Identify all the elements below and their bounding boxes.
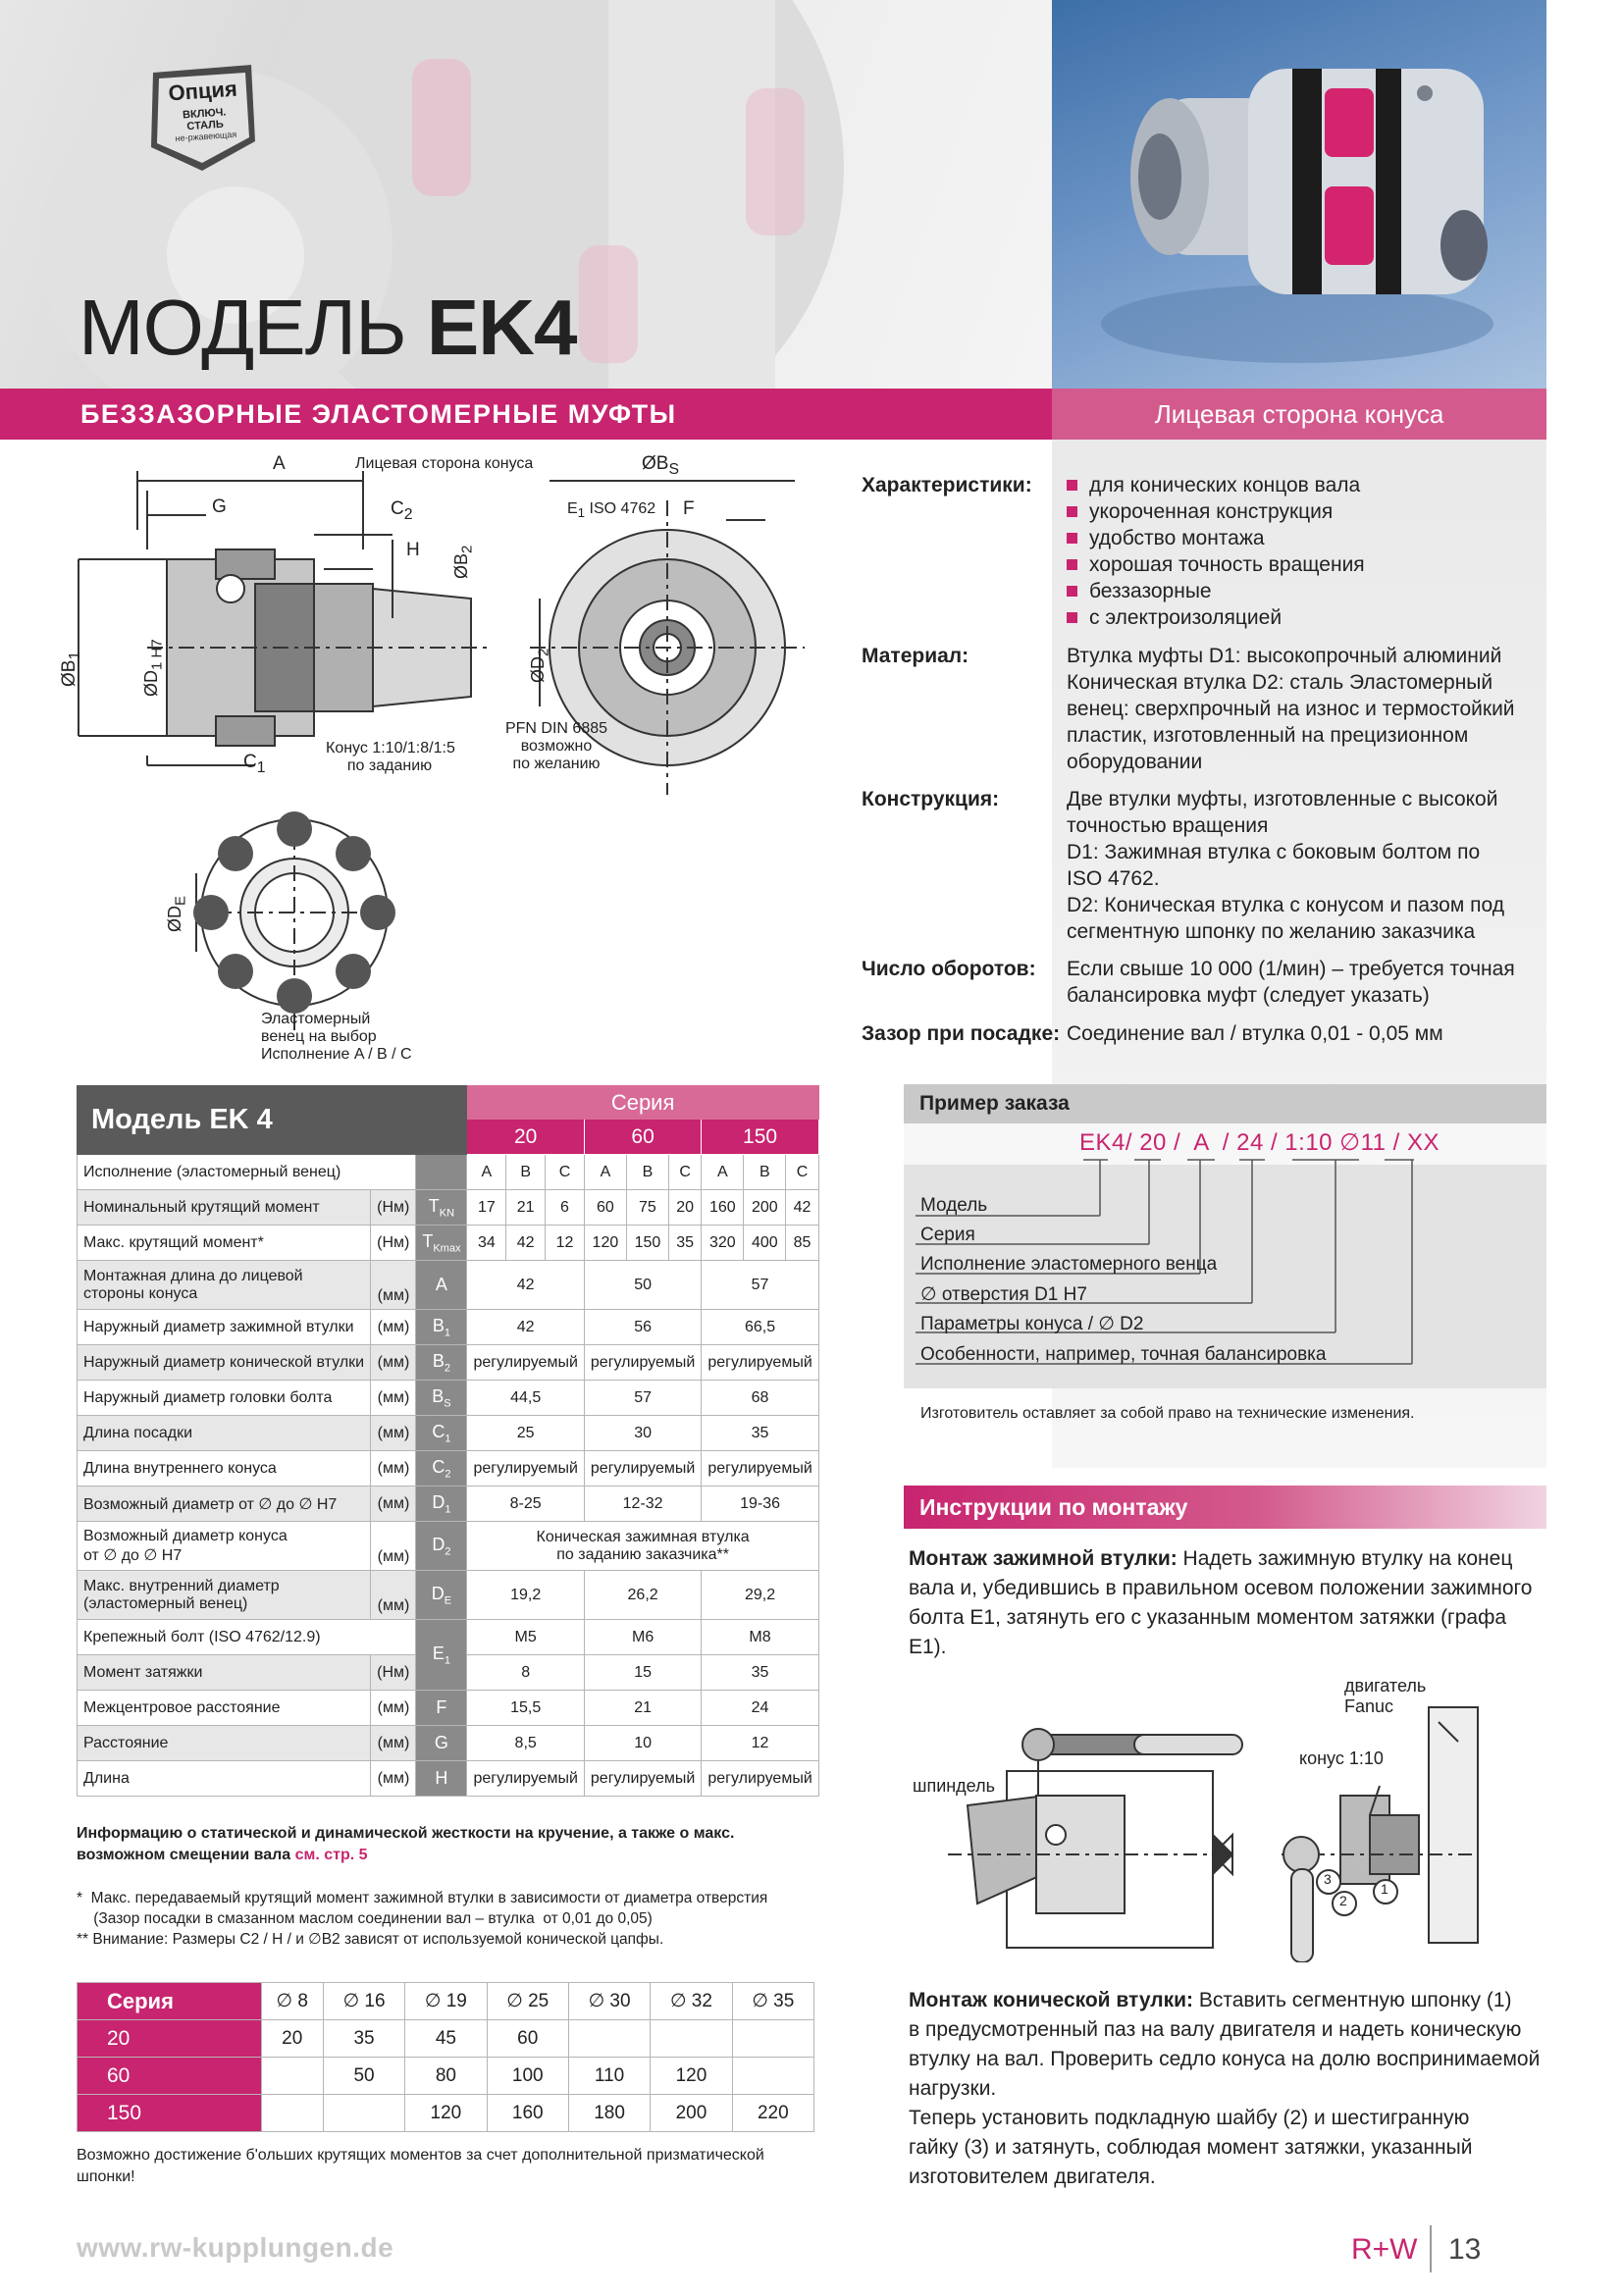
table-row: 60 50 80 100 110 120 (78, 2058, 814, 2095)
spec-label-speed: Число оборотов: (862, 958, 1036, 980)
order-line-cone: Параметры конуса / ∅ D2 (920, 1314, 1144, 1334)
bullet-item: с электроизоляцией (1067, 604, 1538, 631)
spec-table (77, 1085, 819, 1797)
number-3: 3 (1324, 1871, 1332, 1887)
mounting-diagram (909, 1668, 1546, 1962)
table-series-header: Серия (467, 1086, 818, 1120)
series-60: 60 (584, 1120, 701, 1155)
label-f: F (683, 498, 695, 519)
label-d1: $ØD_{1 H7}$ (141, 639, 166, 697)
bullet-item: хорошая точность вращения (1067, 551, 1538, 578)
title-light: МОДЕЛЬ (79, 284, 427, 371)
label-bs: $ØB_S$ (642, 453, 680, 478)
table-row: Наружный диаметр конической втулки (мм) $B_2$ регулируемый регулируемый регулируемый (78, 1345, 819, 1381)
number-1: 1 (1381, 1881, 1388, 1897)
order-code: EK4/ 20 / A / 24 / 1:10 ∅11 / XX (1079, 1129, 1440, 1156)
order-example-title: Пример заказа (904, 1084, 1546, 1123)
table-row: Монтажная длина до лицевой стороны конуса (мм) A 42 50 57 (78, 1261, 819, 1310)
label-pfn: PFN DIN 6885 возможно по желанию (504, 720, 608, 772)
banner-title: БЕЗЗАЗОРНЫЕ ЭЛАСТОМЕРНЫЕ МУФТЫ (80, 399, 677, 429)
label-c1: $C_1$ (243, 752, 266, 776)
table-row: Длина (мм) H регулируемый регулируемый регулируемый (78, 1761, 819, 1797)
spec-label-material: Материал: (862, 645, 969, 667)
table-row: Макс. внутренний диаметр (эластомерный венец) (мм) $D_E$ 19,2 26,2 29,2 (78, 1571, 819, 1620)
number-2: 2 (1339, 1893, 1347, 1908)
bullet-item: для конических концов вала (1067, 472, 1538, 498)
order-line-elastomer: Исполнение эластомерного венца (920, 1254, 1218, 1275)
order-line-features: Особенности, например, точная балансировка (920, 1344, 1327, 1365)
table-row: Расстояние (мм) G 8,5 10 12 (78, 1726, 819, 1761)
disclaimer: Изготовитель оставляет за собой право на технические изменения. (920, 1405, 1415, 1422)
footer-url[interactable]: www.rw-kupplungen.de (77, 2232, 394, 2263)
label-cone: Конус 1:10/1:8/1:5 по заданию (326, 740, 455, 774)
label-face: Лицевая сторона конуса (355, 455, 534, 472)
product-photo (1052, 0, 1546, 389)
label-b2: $ØB_2$ (451, 545, 476, 579)
label-spindle: шпиндель (913, 1776, 995, 1796)
spec-label-construction: Конструкция: (862, 788, 1000, 810)
badge-line3: не-ржавеющая (175, 129, 237, 144)
bottom-note: Возможно достижение б'ольших крутящих моментов за счет дополнительной призматической шпонки! (77, 2147, 764, 2185)
option-badge (147, 65, 257, 173)
spec-label-fit: Зазор при посадке: (862, 1022, 1061, 1045)
label-d2: $ØD_2$ (528, 648, 552, 683)
table-row: Возможный диаметр от ∅ до ∅ H7 (мм) $D_1$ 8-25 12-32 19-36 (78, 1487, 819, 1522)
page-title (79, 283, 577, 373)
footnotes: * Макс. передаваемый крутящий момент зажимной втулки в зависимости от диаметра отверстия (Зазор посадки в смазанном маслом соединении вал – втулка от 0,01 до 0,05) ** Внимание: Размеры C2 / H / и ∅B2 зависят от используемой конической цапфы. (77, 1890, 768, 1948)
table-row: Наружный диаметр головки болта (мм) $B_S$ 44,5 57 68 (78, 1381, 819, 1416)
page-number: 13 (1448, 2233, 1482, 2266)
label-g: G (212, 496, 227, 517)
label-b1: $ØB_1$ (59, 651, 83, 687)
spec-material: Втулка муфты D1: высокопрочный алюминий Коническая втулка D2: сталь Эластомерный венец: сверхпрочный на износ и термостойкий пластик, изготовленный на прецизионном оборудовании (1067, 645, 1515, 773)
table-row: 20 20 35 45 60 (78, 2020, 814, 2058)
table-row: Исполнение (эластомерный венец) A B C A B C A B C (78, 1155, 819, 1190)
footer-brand: R+W (1351, 2233, 1418, 2266)
spec-speed: Если свыше 10 000 (1/мин) – требуется точная балансировка муфт (следует указать) (1067, 958, 1515, 1007)
install-illustration (909, 1668, 1546, 1962)
bullet-item: удобство монтажа (1067, 525, 1538, 551)
label-de: $ØD_E$ (165, 895, 189, 932)
title-bold: EK4 (426, 284, 577, 371)
label-e1: $E_1$ ISO 4762 (567, 500, 656, 521)
label-c2: $C_2$ (391, 498, 413, 523)
stiffness-note: Информацию о статической и динамической жесткости на кручение, а также о макс. возможном смещении вала см. стр. 5 (77, 1825, 735, 1863)
bullet-item: укороченная конструкция (1067, 498, 1538, 525)
badge-line1: Опция (167, 76, 238, 106)
bullet-item: беззазорные (1067, 578, 1538, 604)
technical-drawing (59, 442, 844, 1079)
series-20: 20 (467, 1120, 584, 1155)
badge-line2: ВКЛЮЧ. СТАЛЬ (182, 106, 227, 133)
install-clamp-text: Монтаж зажимной втулки: Надеть зажимную втулку на конец вала и, убедившись в правильном осевом положении зажимного болта E1, затянуть его с указанным моментом затяжки (графа E1). (909, 1547, 1533, 1658)
table-row: Макс. крутящий момент* (Нм) $T_{Kmax}$ 34 42 12 120 150 35 320 400 85 (78, 1226, 819, 1261)
banner-photo-caption: Лицевая сторона конуса (1052, 389, 1546, 440)
table-row: Номинальный крутящий момент (Нм) $T_{KN}$ 17 21 6 60 75 20 160 200 42 (78, 1190, 819, 1226)
table-row: 150 120 160 180 200 220 (78, 2095, 814, 2132)
order-line-bore: ∅ отверстия D1 H7 (920, 1284, 1087, 1305)
table-row: Наружный диаметр зажимной втулки (мм) $B_1$ 42 56 66,5 (78, 1310, 819, 1345)
spec-label-characteristics: Характеристики: (862, 474, 1032, 496)
spec-characteristics (1067, 472, 1538, 631)
table-model-header: Модель EK 4 (78, 1086, 467, 1155)
table-row: Возможный диаметр конуса от ∅ до ∅ H7 (мм) $D_2$ Коническая зажимная втулка по заданию заказчика** (78, 1522, 819, 1571)
table-row: Межцентровое расстояние (мм) F 15,5 21 24 (78, 1691, 819, 1726)
page-reference-link[interactable]: см. стр. 5 (294, 1847, 368, 1863)
spec-construction: Две втулки муфты, изготовленные с высокой точностью вращения D1: Зажимная втулка с боковым болтом по ISO 4762. D2: Коническая втулка с конусом и пазом под сегментную шпонку по желанию заказчика (1067, 788, 1504, 943)
order-line-model: Модель (920, 1195, 988, 1216)
table-row: Момент затяжки (Нм) 8 15 35 (78, 1655, 819, 1691)
install-banner: Инструкции по монтажу (904, 1486, 1546, 1529)
label-elastomer: Эластомерный венец на выбор Исполнение A / B / C (261, 1011, 412, 1063)
torque-table (77, 1982, 814, 2132)
series-150: 150 (702, 1120, 818, 1155)
label-cone-ratio: конус 1:10 (1299, 1748, 1384, 1768)
coupling-photo-illustration (1052, 0, 1546, 389)
label-h: H (406, 540, 420, 560)
table-row: Крепежный болт (ISO 4762/12.9) $E_1$ M5 M6 M8 (78, 1620, 819, 1655)
table-row: Длина внутреннего конуса (мм) $C_2$ регулируемый регулируемый регулируемый (78, 1451, 819, 1487)
spec-fit: Соединение вал / втулка 0,01 - 0,05 мм (1067, 1022, 1443, 1045)
label-motor: двигатель Fanuc (1344, 1676, 1427, 1716)
order-line-series: Серия (920, 1225, 975, 1245)
table-row: Длина посадки (мм) $C_1$ 25 30 35 (78, 1416, 819, 1451)
label-a: A (273, 453, 286, 474)
footer-separator (1430, 2225, 1432, 2272)
install-cone-text: Монтаж конической втулки: Вставить сегментную шпонку (1) в предусмотренный паз на валу двигателя и надеть коническую втулку на вал. Проверить седло конуса на долю воспринимаемой нагрузки. Теперь установить подкладную шайбу (2) и шестигранную гайку (3) и затянуть, соблюдая момент затяжки, указанный изготовителем двигателя. (909, 1989, 1541, 2188)
table-row: Серия ∅ 8 ∅ 16 ∅ 19 ∅ 25 ∅ 30 ∅ 32 ∅ 35 (78, 1983, 814, 2020)
